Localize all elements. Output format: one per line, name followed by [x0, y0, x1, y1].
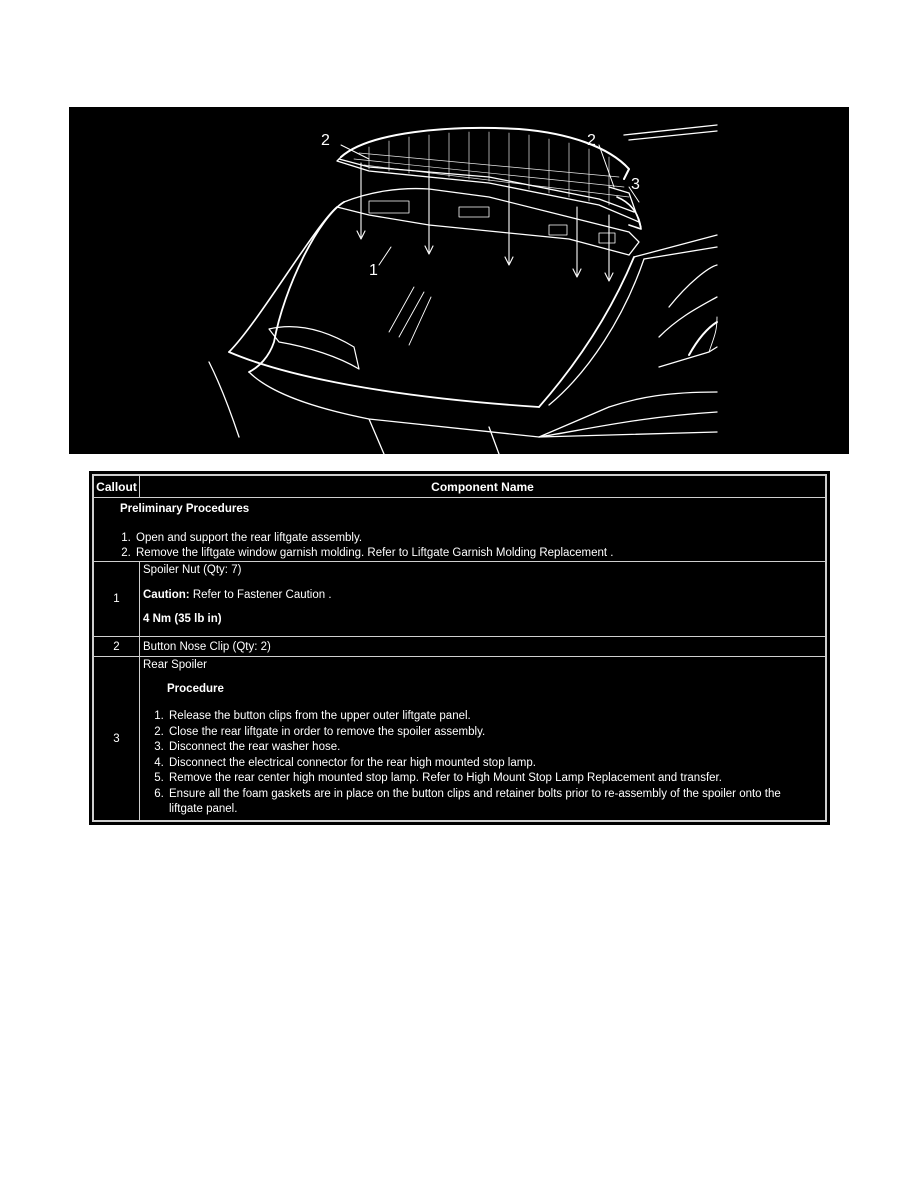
row3-name: Rear Spoiler — [143, 659, 207, 671]
row1-caution — [143, 589, 825, 601]
callout-2-left: 2 — [321, 132, 330, 149]
row1-name: Spoiler Nut (Qty: 7) — [143, 564, 242, 576]
row3-content — [140, 657, 826, 821]
list-item: 6. Ensure all the foam gaskets are in place on the button clips and retainer bolts prior to re-assembly of the spoiler onto the liftgate panel. — [167, 787, 817, 818]
callout-3: 3 — [631, 176, 640, 193]
caution-text: Refer to Fastener Caution . — [189, 589, 332, 601]
callout-2-right: 2 — [587, 132, 596, 149]
list-item: 4. Disconnect the electrical connector for the rear high mounted stop lamp. — [167, 756, 817, 772]
caution-label: Caution: — [143, 589, 190, 601]
header-callout: Callout — [94, 476, 140, 498]
preliminary-procedures — [94, 498, 826, 562]
list-item: 3. Disconnect the rear washer hose. — [167, 740, 817, 756]
component-table — [89, 471, 830, 825]
spoiler-illustration — [69, 107, 849, 454]
row3-callout: 3 — [94, 657, 140, 821]
callout-1: 1 — [369, 262, 378, 279]
procedure-title: Procedure — [167, 683, 224, 695]
preliminary-title: Preliminary Procedures — [120, 503, 250, 515]
row2-callout: 2 — [94, 637, 140, 657]
list-item: 2. Remove the liftgate window garnish molding. Refer to Liftgate Garnish Molding Replacement . — [134, 546, 825, 561]
row1-torque: 4 Nm (35 lb in) — [143, 613, 222, 625]
row2-name: Button Nose Clip (Qty: 2) — [140, 637, 826, 657]
row1-content — [140, 562, 826, 637]
list-item: 1. Release the button clips from the upper outer liftgate panel. — [167, 709, 817, 725]
list-item: 1. Open and support the rear liftgate assembly. — [134, 531, 825, 546]
list-item: 5. Remove the rear center high mounted stop lamp. Refer to High Mount Stop Lamp Replacement and transfer. — [167, 771, 817, 787]
header-component-name: Component Name — [140, 476, 826, 498]
list-item: 2. Close the rear liftgate in order to remove the spoiler assembly. — [167, 725, 817, 741]
row1-callout: 1 — [94, 562, 140, 637]
